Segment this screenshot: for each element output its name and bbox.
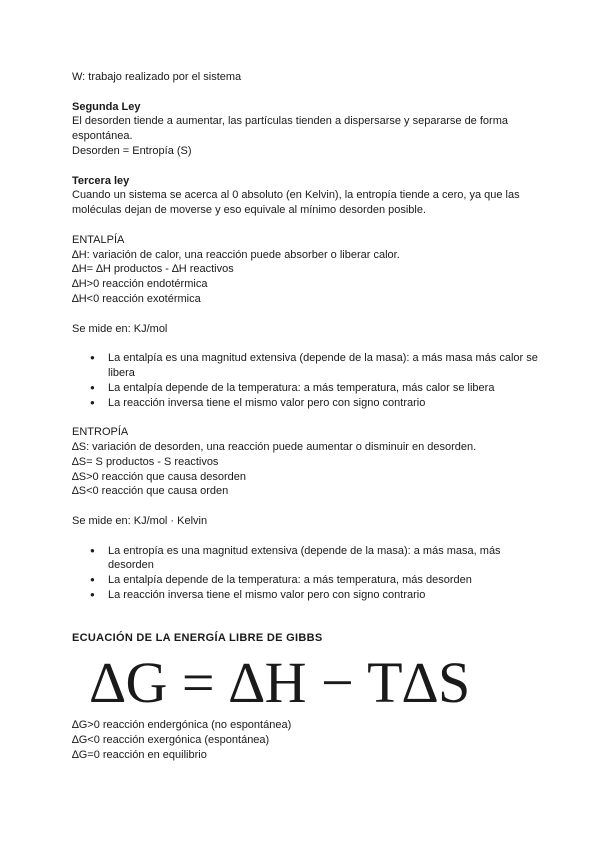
- entropia-line: ∆S>0 reacción que causa desorden: [72, 470, 246, 483]
- list-item: ● La entalpía depende de la temperatura: a más temperatura, más calor se libera: [108, 381, 542, 396]
- entalpia-line: ∆H>0 reacción endotérmica: [72, 278, 208, 291]
- segunda-ley-line: El desorden tiende a aumentar, las partículas tienden a dispersarse y separarse de forma: [72, 115, 508, 128]
- entalpia-bullet-list: [72, 351, 542, 410]
- segunda-ley-line: espontánea.: [72, 130, 133, 143]
- entropia-unit: Se mide en: KJ/mol · Kelvin: [72, 514, 208, 527]
- w-definition: W: trabajo realizado por el sistema: [72, 71, 242, 83]
- tercera-ley-line: moléculas dejan de moverse y eso equivale al mínimo desorden posible.: [72, 204, 427, 217]
- gibbs-line: ∆G=0 reacción en equilibrio: [72, 748, 207, 761]
- entalpia-line: ∆H: variación de calor, una reacción puede absorber o liberar calor.: [72, 248, 400, 261]
- gibbs-equation: ∆G = ∆H − T∆S: [90, 650, 471, 716]
- tercera-ley-line: Cuando un sistema se acerca al 0 absoluto (en Kelvin), la entropía tiende a cero, ya que las: [72, 189, 520, 202]
- tercera-ley-heading: Tercera ley: [72, 174, 130, 187]
- entalpia-line: ∆H= ∆H productos - ∆H reactivos: [72, 263, 234, 276]
- entalpia-heading: ENTALPÍA: [72, 233, 125, 246]
- gibbs-line: ∆G<0 reacción exergónica (espontánea): [72, 734, 270, 747]
- segunda-ley-line: Desorden = Entropía (S): [72, 144, 192, 157]
- list-item: ● La reacción inversa tiene el mismo valor pero con signo contrario: [108, 396, 542, 411]
- gibbs-heading: ECUACIÓN DE LA ENERGÍA LIBRE DE GIBBS: [72, 632, 323, 645]
- entropia-line: ∆S<0 reacción que causa orden: [72, 485, 229, 498]
- list-item: ● La entalpía es una magnitud extensiva (depende de la masa): a más masa más calor se libera: [108, 351, 542, 381]
- segunda-ley-heading: Segunda Ley: [72, 100, 141, 113]
- list-item: ● La reacción inversa tiene el mismo valor pero con signo contrario: [108, 588, 542, 603]
- list-item: ● La entalpía depende de la temperatura: a más temperatura, más desorden: [108, 573, 542, 588]
- entropia-heading: ENTROPÍA: [72, 426, 129, 439]
- gibbs-line: ∆G>0 reacción endergónica (no espontánea): [72, 719, 292, 732]
- list-item: ● La entropía es una magnitud extensiva (depende de la masa): a más masa, más desorden: [108, 544, 542, 574]
- entropia-line: ∆S= S productos - S reactivos: [72, 455, 219, 468]
- entalpia-unit: Se mide en: KJ/mol: [72, 322, 168, 335]
- entalpia-line: ∆H<0 reacción exotérmica: [72, 292, 201, 305]
- document-page: [72, 70, 542, 763]
- entropia-bullet-list: [72, 544, 542, 603]
- entropia-line: ∆S: variación de desorden, una reacción puede aumentar o disminuir en desorden.: [72, 440, 477, 453]
